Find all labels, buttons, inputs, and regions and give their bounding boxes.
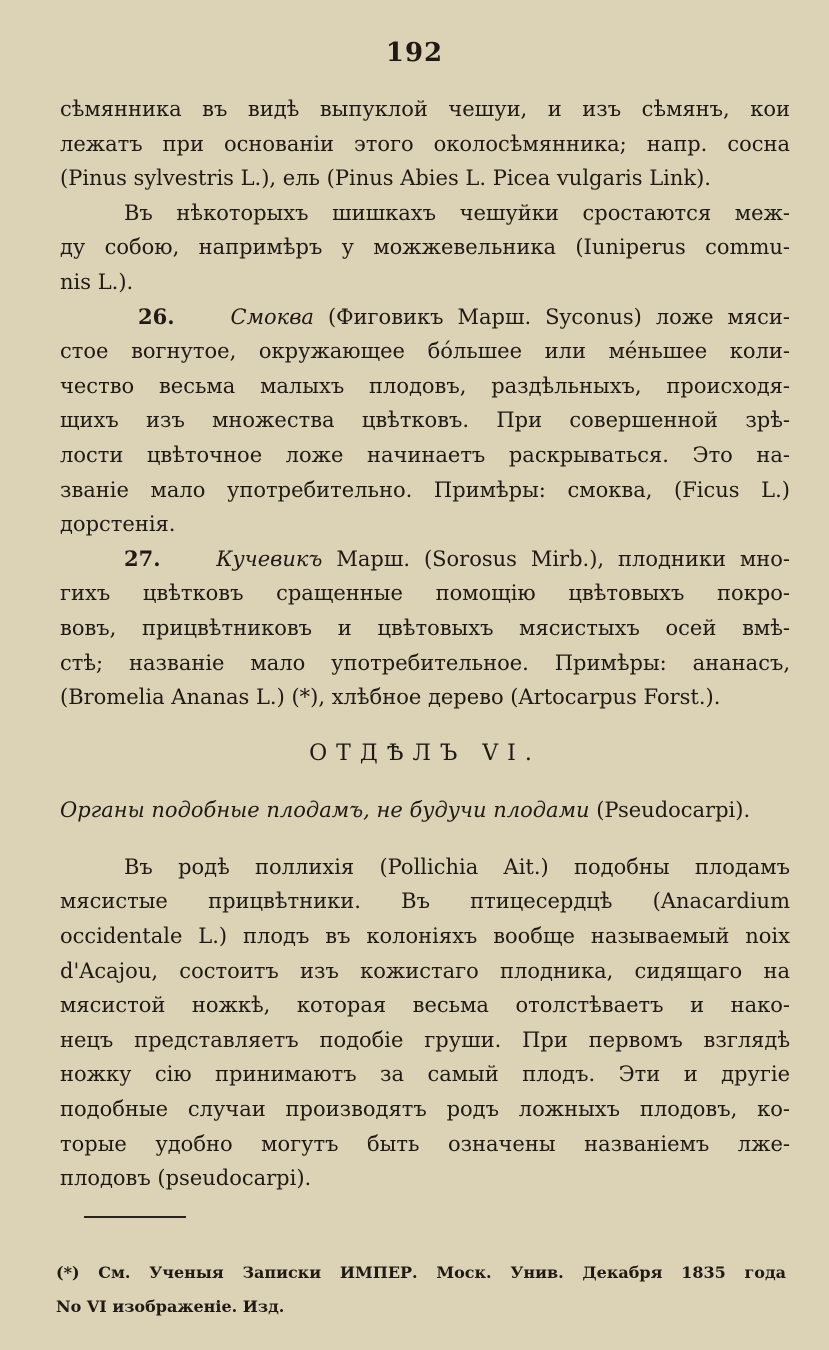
footnote-line: No VI изображеніе. Изд.	[56, 1297, 285, 1316]
text-line: ножку сію принимаютъ за самый плодъ. Эти и другіе	[60, 1062, 790, 1087]
entry-term: Кучевикъ	[216, 546, 323, 571]
text-line: нецъ представляетъ подобіе груши. При первомъ взглядѣ	[60, 1027, 790, 1052]
footnote	[56, 1256, 786, 1324]
main-text	[60, 92, 790, 1196]
text-line: торые удобно могутъ быть означены названіемъ лже-	[60, 1131, 790, 1156]
text-line: (Pinus sylvestris L.), ель (Pinus Abies L. Picea vulgaris Link).	[60, 166, 711, 191]
text-line: чество весьма малыхъ плодовъ, раздѣльныхъ, происходя-	[60, 373, 790, 398]
text-line: (Bromelia Ananas L.) (*), хлѣбное дерево (Artocarpus Forst.).	[60, 685, 721, 710]
text-line: ду собою, напримѣръ у можжевельника (Iuniperus commu-	[60, 235, 790, 260]
text-line: nis L.).	[60, 269, 134, 294]
text-fragment: Марш. (Sorosus Mirb.), плодники мно-	[336, 546, 791, 571]
text-line: occidentale L.) плодъ въ колоніяхъ вообще называемый noix	[60, 924, 790, 949]
footnote-line: (*) См. Ученыя Записки ИМПЕР. Моск. Унив. Декабря 1835 года	[56, 1263, 786, 1282]
section-heading: ОТДѢЛЪ VI.	[309, 740, 541, 766]
text-line: званіе мало употребительно. Примѣры: смоква, (Ficus L.)	[60, 477, 790, 502]
text-line: Въ нѣкоторыхъ шишкахъ чешуйки сростаются меж-	[124, 200, 790, 225]
text-line: дорстенія.	[60, 512, 176, 537]
text-line: стое вогнутое, окружающее бо́льшее или ме́ньшее коли-	[60, 339, 790, 364]
text-line: стѣ; названіе мало употребительное. Примѣры: ананасъ,	[60, 650, 790, 675]
text-line: плодовъ (pseudocarpi).	[60, 1166, 312, 1191]
page-number: 192	[385, 38, 444, 68]
text-line: мясистые прицвѣтники. Въ птицесердцѣ (Anacardium	[60, 889, 790, 914]
entry-27-first-line	[60, 542, 790, 577]
text-line: щихъ изъ множества цвѣтковъ. При совершенной зрѣ-	[60, 408, 790, 433]
text-line: лежатъ при основаніи этого околосѣмянника; напр. сосна	[60, 131, 790, 156]
text-line: лости цвѣточное ложе начинаетъ раскрываться. Это на-	[60, 442, 790, 467]
text-line: мясистой ножкѣ, которая весьма отолстѣваетъ и нако-	[60, 993, 790, 1018]
subheading-latin: (Pseudocarpi).	[596, 798, 751, 823]
text-line: вовъ, прицвѣтниковъ и цвѣтовыхъ мясистыхъ осей вмѣ-	[60, 615, 790, 640]
entry-term: Смоква	[230, 304, 314, 329]
text-line: d'Acajou, состоитъ изъ кожистаго плодника, сидящаго на	[60, 958, 790, 983]
text-line: гихъ цвѣтковъ сращенные помощію цвѣтовыхъ покро-	[60, 581, 790, 606]
entry-26-first-line	[60, 300, 790, 335]
subheading-italic: Органы подобные плодамъ, не будучи плодами	[60, 798, 590, 823]
text-line: подобные случаи производятъ родъ ложныхъ плодовъ, ко-	[60, 1097, 790, 1122]
text-fragment: (Фиговикъ Марш. Syconus) ложе мяси-	[327, 304, 790, 329]
footnote-divider	[84, 1216, 186, 1218]
section-subheading	[60, 793, 790, 828]
text-line: сѣмянника въ видѣ выпуклой чешуи, и изъ сѣмянъ, кои	[60, 97, 790, 121]
entry-number: 27.	[124, 545, 161, 571]
text-line: Въ родѣ поллихія (Pollichia Ait.) подобны плодамъ	[124, 854, 790, 879]
entry-number: 26.	[138, 303, 175, 329]
